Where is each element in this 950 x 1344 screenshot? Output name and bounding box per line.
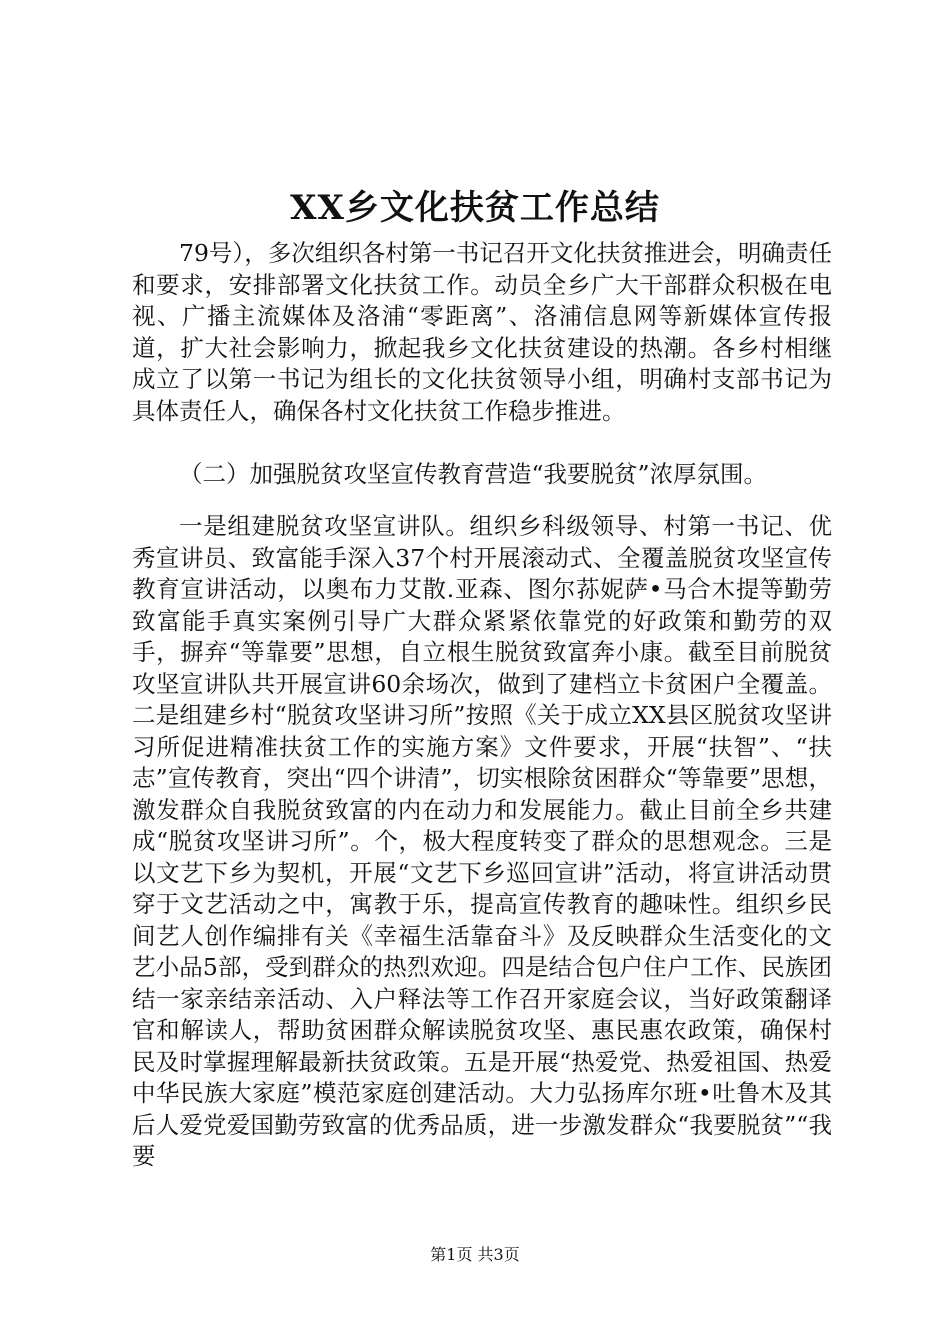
- paragraph-3: 一是组建脱贫攻坚宣讲队。组织乡科级领导、村第一书记、优秀宣讲员、致富能手深入37个村开展滚动式、全覆盖脱贫攻坚宣传教育宣讲活动，以奥布力艾散.亚森、图尔荪妮萨•马合木提等勤劳致富能手真实案例引导广大群众紧紧依靠党的好政策和勤劳的双手，摒弃“等靠要”思想，自立根生脱贫致富奔小康。截至目前脱贫攻坚宣讲队共开展宣讲60余场次，做到了建档立卡贫困户全覆盖。二是组建乡村“脱贫攻坚讲习所”按照《关于成立XX县区脱贫攻坚讲习所促进精准扶贫工作的实施方案》文件要求，开展“扶智”、“扶志”宣传教育，突出“四个讲清”，切实根除贫困群众“等靠要”思想，激发群众自我脱贫致富的内在动力和发展能力。截止目前全乡共建成“脱贫攻坚讲习所”。个，极大程度转变了群众的思想观念。三是以文艺下乡为契机，开展“文艺下乡巡回宣讲”活动，将宣讲活动贯穿于文艺活动之中，寓教于乐，提高宣传教育的趣味性。组织乡民间艺人创作编排有关《幸福生活靠奋斗》及反映群众生活变化的文艺小品5部，受到群众的热烈欢迎。四是结合包户住户工作、民族团结一家亲结亲活动、入户释法等工作召开家庭会议，当好政策翻译官和解读人，帮助贫困群众解读脱贫攻坚、惠民惠农政策，确保村民及时掌握理解最新扶贫政策。五是开展“热爱党、热爱祖国、热爱中华民族大家庭”模范家庭创建活动。大力弘扬库尔班•吐鲁木及其后人爱党爱国勤劳致富的优秀品质，进一步激发群众“我要脱贫”“我要: [132, 512, 832, 1170]
- section-heading-2: （二）加强脱贫攻坚宣传教育营造“我要脱贫”浓厚氛围。: [179, 460, 768, 488]
- paragraph-1: 79号），多次组织各村第一书记召开文化扶贫推进会，明确责任和要求，安排部署文化扶贫工作。动员全乡广大干部群众积极在电视、广播主流媒体及洛浦“零距离”、洛浦信息网等新媒体宣传报道，扩大社会影响力，掀起我乡文化扶贫建设的热潮。各乡村相继成立了以第一书记为组长的文化扶贫领导小组，明确村支部书记为具体责任人，确保各村文化扶贫工作稳步推进。: [132, 239, 832, 425]
- page-footer: 第1页 共3页: [430, 1245, 520, 1264]
- document-title: XX乡文化扶贫工作总结: [290, 188, 660, 228]
